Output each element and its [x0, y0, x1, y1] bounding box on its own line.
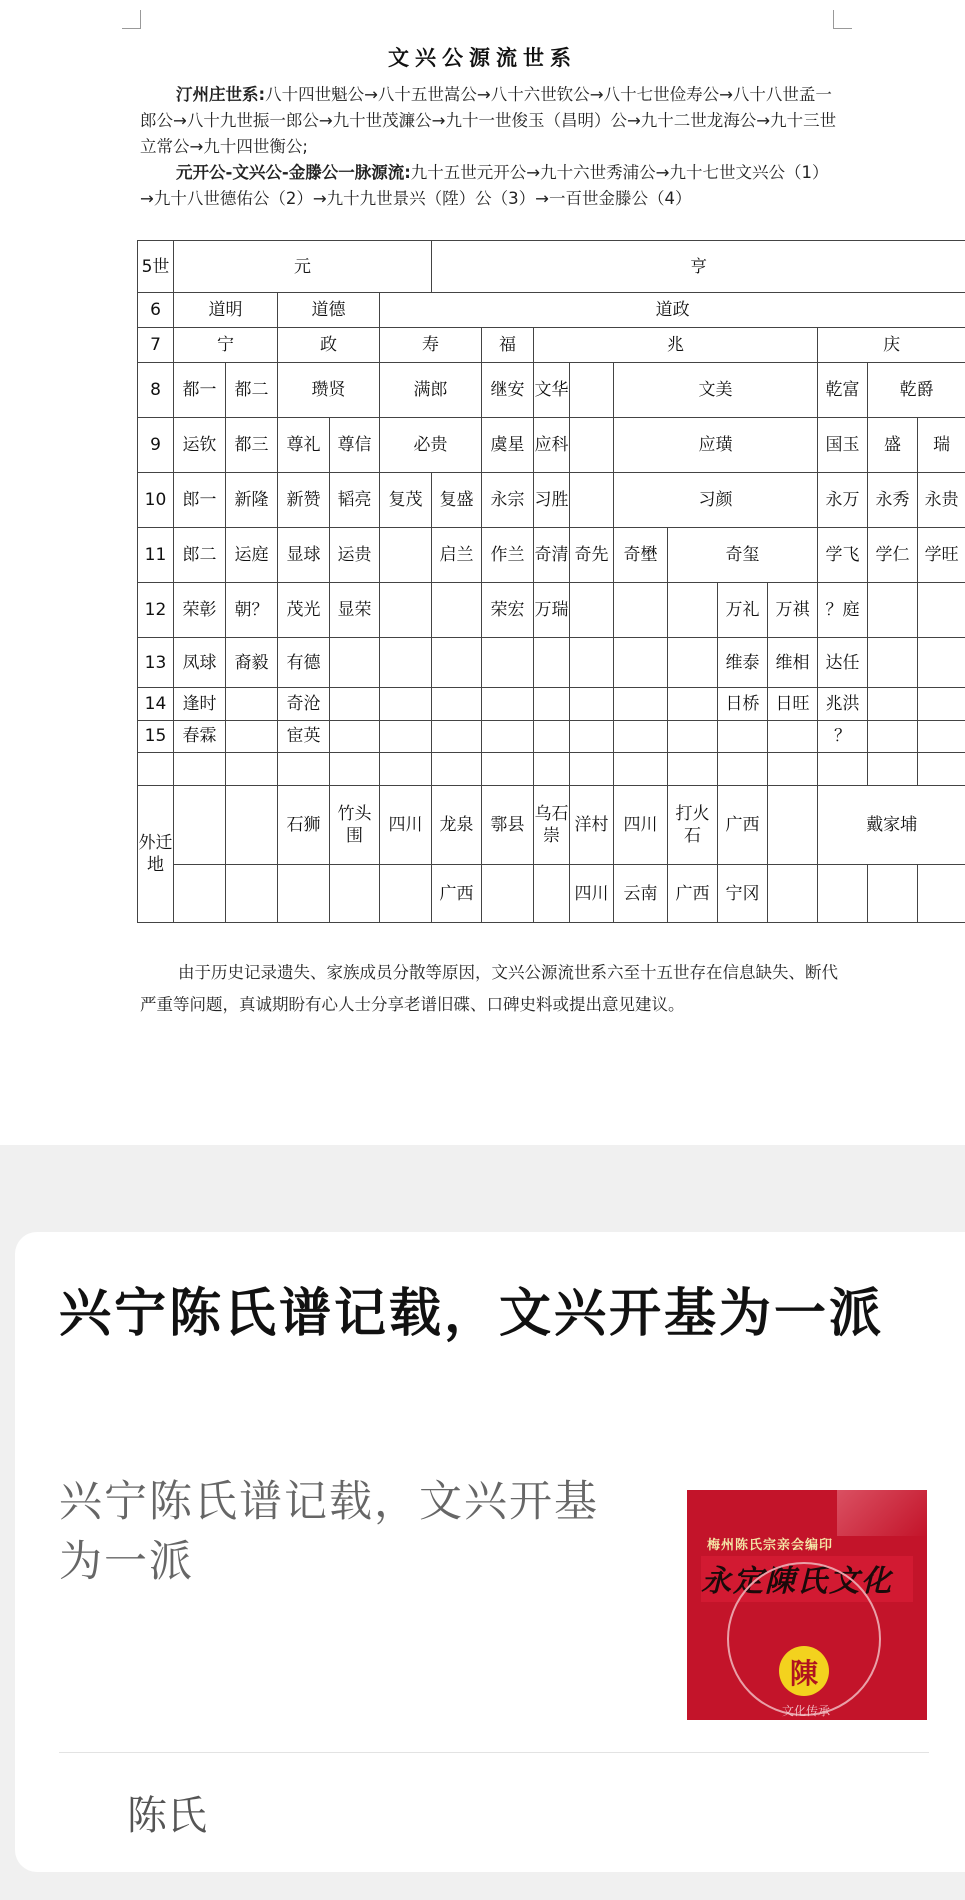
table-row [138, 293, 965, 328]
table-cell [614, 753, 668, 785]
paragraph-lead: 汀州庄世系: [176, 85, 266, 104]
lineage-paragraph-yuankai [140, 160, 840, 212]
table-cell: 新赞 [278, 473, 330, 528]
table-cell [174, 865, 226, 923]
generation-label-cell: 12 [138, 583, 174, 638]
table-cell: 永贵 [918, 473, 965, 528]
table-cell [226, 688, 278, 720]
table-cell: 显荣 [330, 583, 380, 638]
table-cell: 广西 [718, 785, 768, 865]
page-corner-mark-right [833, 10, 852, 29]
table-cell: 春霖 [174, 720, 226, 752]
table-cell: 鄠县 [482, 785, 534, 865]
table-cell [718, 720, 768, 752]
table-cell [768, 865, 818, 923]
table-cell: 盛 [868, 418, 918, 473]
table-cell: 复盛 [432, 473, 482, 528]
table-cell [614, 583, 668, 638]
page-corner-mark-left [122, 10, 141, 29]
table-cell [668, 583, 718, 638]
table-cell: 乾富 [818, 363, 868, 418]
table-cell: 都一 [174, 363, 226, 418]
table-cell [570, 583, 614, 638]
table-cell [330, 638, 380, 688]
table-cell [918, 583, 965, 638]
card-thumbnail[interactable] [687, 1490, 927, 1720]
table-cell [380, 753, 432, 785]
table-cell: 茂光 [278, 583, 330, 638]
table-cell [380, 865, 432, 923]
table-cell: 道德 [278, 293, 380, 328]
table-cell [226, 785, 278, 865]
table-cell [868, 753, 918, 785]
table-cell [482, 720, 534, 752]
table-cell: 戴家埔 [818, 785, 965, 865]
table-cell: 四川 [614, 785, 668, 865]
table-cell: 郎二 [174, 528, 226, 583]
generation-label-cell: 11 [138, 528, 174, 583]
table-cell: 万祺 [768, 583, 818, 638]
table-cell [534, 720, 570, 752]
table-cell: 应科 [534, 418, 570, 473]
table-cell: 外迁地 [138, 785, 174, 922]
table-cell [918, 638, 965, 688]
table-cell: 启兰 [432, 528, 482, 583]
table-row [138, 328, 965, 363]
generation-label-cell: 7 [138, 328, 174, 363]
seal-character: 陳 [789, 1657, 818, 1690]
table-cell [278, 865, 330, 923]
table-cell: 奇清 [534, 528, 570, 583]
table-cell [330, 753, 380, 785]
table-cell: 亨 [432, 241, 965, 293]
table-cell [432, 753, 482, 785]
table-cell: 习颜 [614, 473, 818, 528]
card-title[interactable]: 兴宁陈氏谱记载，文兴开基为一派 [59, 1284, 885, 1344]
table-cell [226, 753, 278, 785]
table-cell: 复茂 [380, 473, 432, 528]
generation-label-cell: 15 [138, 720, 174, 752]
table-cell [768, 720, 818, 752]
table-cell: 朝？ [226, 583, 278, 638]
generation-label-cell: 6 [138, 293, 174, 328]
table-cell: 作兰 [482, 528, 534, 583]
table-row [138, 753, 965, 785]
table-cell [570, 363, 614, 418]
table-cell: 瑞 [918, 418, 965, 473]
table-cell: 乾爵 [868, 363, 965, 418]
table-cell: 运庭 [226, 528, 278, 583]
paragraph-text: 八十四世魁公→八十五世嵩公→八十六世钦公→八十七世俭寿公→八十八世孟一郎公→八十九世振一郎公→九十世茂濂公→九十一世俊玉（昌明）公→九十二世龙海公→九十三世立常公→九十四世衡公; [140, 85, 837, 156]
generation-label-cell: 13 [138, 638, 174, 688]
table-cell: 寿 [380, 328, 482, 363]
table-cell: 荣宏 [482, 583, 534, 638]
table-cell: 广西 [432, 865, 482, 923]
article-card[interactable] [15, 1232, 965, 1872]
table-cell: 道政 [380, 293, 965, 328]
table-cell: 应璜 [614, 418, 818, 473]
table-cell: 韬亮 [330, 473, 380, 528]
table-cell: 兆洪 [818, 688, 868, 720]
table-cell: 日桥 [718, 688, 768, 720]
table-row [138, 688, 965, 720]
table-cell: 虞星 [482, 418, 534, 473]
table-cell: 万礼 [718, 583, 768, 638]
table-cell [534, 688, 570, 720]
thumbnail-title: 永定陳氏文化 [701, 1564, 893, 1599]
table-cell: 庆 [818, 328, 965, 363]
table-cell [380, 583, 432, 638]
table-cell [614, 688, 668, 720]
generation-label-cell: 5世 [138, 241, 174, 293]
table-cell: 四川 [570, 865, 614, 923]
table-cell: ？庭 [818, 583, 868, 638]
table-cell [818, 753, 868, 785]
table-cell [432, 688, 482, 720]
table-cell: 满郎 [380, 363, 482, 418]
table-cell: 新隆 [226, 473, 278, 528]
table-cell [534, 638, 570, 688]
table-cell: 继安 [482, 363, 534, 418]
table-cell [174, 785, 226, 865]
card-tag[interactable]: 陈氏 [127, 1793, 207, 1839]
table-cell: 习胜 [534, 473, 570, 528]
table-cell: 学旺 [918, 528, 965, 583]
table-cell: 洋村 [570, 785, 614, 865]
table-row [138, 418, 965, 473]
table-cell [718, 753, 768, 785]
table-cell: 郎一 [174, 473, 226, 528]
table-cell: 达任 [818, 638, 868, 688]
table-cell [432, 638, 482, 688]
table-cell: 运钦 [174, 418, 226, 473]
table-cell [918, 753, 965, 785]
table-cell [570, 473, 614, 528]
thumbnail-top-text: 梅州陈氏宗亲会编印 [707, 1538, 834, 1553]
table-cell [668, 720, 718, 752]
table-cell: 文美 [614, 363, 818, 418]
table-cell: 永秀 [868, 473, 918, 528]
table-cell [432, 720, 482, 752]
table-cell [174, 753, 226, 785]
table-cell [868, 865, 918, 923]
table-cell: 四川 [380, 785, 432, 865]
table-cell: 宁冈 [718, 865, 768, 923]
table-cell: 都三 [226, 418, 278, 473]
table-row [138, 473, 965, 528]
table-cell: 奇玺 [668, 528, 818, 583]
table-cell: 凤球 [174, 638, 226, 688]
table-cell: 裔毅 [226, 638, 278, 688]
table-cell [534, 753, 570, 785]
generation-label-cell [138, 753, 174, 785]
thumbnail-bottom-text: 文化传承 [781, 1704, 830, 1718]
table-cell: 打火石 [668, 785, 718, 865]
genealogy-table [137, 240, 965, 923]
table-cell [482, 865, 534, 923]
table-row [138, 865, 965, 923]
table-cell: 维相 [768, 638, 818, 688]
table-row [138, 583, 965, 638]
table-cell [226, 865, 278, 923]
card-subtitle: 兴宁陈氏谱记载，文兴开基为一派 [59, 1477, 599, 1587]
table-cell: 奇先 [570, 528, 614, 583]
table-cell [614, 638, 668, 688]
generation-label-cell: 8 [138, 363, 174, 418]
table-row [138, 363, 965, 418]
table-cell [482, 688, 534, 720]
table-cell [918, 865, 965, 923]
table-cell: 永宗 [482, 473, 534, 528]
table-cell: 维泰 [718, 638, 768, 688]
table-cell: 文华 [534, 363, 570, 418]
table-cell: 福 [482, 328, 534, 363]
table-cell: ？ [818, 720, 868, 752]
table-cell: 都二 [226, 363, 278, 418]
generation-label-cell: 10 [138, 473, 174, 528]
table-cell [380, 720, 432, 752]
table-cell [668, 753, 718, 785]
table-cell: 乌石崇 [534, 785, 570, 865]
table-cell [668, 688, 718, 720]
table-cell [868, 688, 918, 720]
table-cell [330, 688, 380, 720]
table-cell [380, 638, 432, 688]
table-cell [614, 720, 668, 752]
table-cell [534, 865, 570, 923]
table-cell: 学仁 [868, 528, 918, 583]
table-cell: 元 [174, 241, 432, 293]
table-row [138, 720, 965, 752]
table-cell [380, 688, 432, 720]
table-cell: 竹头围 [330, 785, 380, 865]
table-cell [482, 753, 534, 785]
table-cell [226, 720, 278, 752]
table-cell: 荣彰 [174, 583, 226, 638]
table-cell [380, 528, 432, 583]
table-cell: 显球 [278, 528, 330, 583]
table-cell: 尊信 [330, 418, 380, 473]
flower-decoration [837, 1490, 927, 1536]
table-cell [768, 753, 818, 785]
table-row [138, 528, 965, 583]
table-cell: 宦英 [278, 720, 330, 752]
card-divider [59, 1752, 929, 1753]
table-cell: 道明 [174, 293, 278, 328]
table-cell: 云南 [614, 865, 668, 923]
table-cell [570, 753, 614, 785]
table-cell [330, 720, 380, 752]
lineage-paragraph-tingzhou [140, 82, 840, 160]
table-row [138, 638, 965, 688]
table-row [138, 241, 965, 293]
table-cell: 万瑞 [534, 583, 570, 638]
table-cell [818, 865, 868, 923]
table-cell [330, 865, 380, 923]
table-cell [570, 418, 614, 473]
table-cell [868, 720, 918, 752]
table-cell [278, 753, 330, 785]
table-cell [432, 583, 482, 638]
document-title: 文兴公源流世系 [388, 46, 577, 70]
note-paragraph: 由于历史记录遗失、家族成员分散等原因，文兴公源流世系六至十五世存在信息缺失、断代严重等问题，真诚期盼有心人士分享老谱旧碟、口碑史料或提出意见建议。 [140, 963, 838, 1014]
table-cell: 宁 [174, 328, 278, 363]
table-cell: 奇沧 [278, 688, 330, 720]
table-cell: 学飞 [818, 528, 868, 583]
table-cell: 运贵 [330, 528, 380, 583]
table-cell [570, 638, 614, 688]
table-cell: 奇壄 [614, 528, 668, 583]
table-cell: 尊礼 [278, 418, 330, 473]
table-cell: 有德 [278, 638, 330, 688]
table-cell [868, 583, 918, 638]
table-cell: 政 [278, 328, 380, 363]
table-cell: 逢时 [174, 688, 226, 720]
seal-icon [779, 1646, 829, 1696]
table-cell: 广西 [668, 865, 718, 923]
table-cell: 日旺 [768, 688, 818, 720]
table-cell: 兆 [534, 328, 818, 363]
paragraph-lead: 元开公-文兴公-金滕公一脉源流: [176, 163, 411, 182]
paragraph-text: 九十五世元开公→九十六世秀浦公→九十七世文兴公（1）→九十八世德佑公（2）→九十九世景兴（陞）公（3）→一百世金滕公（4） [140, 163, 829, 208]
table-cell: 必贵 [380, 418, 482, 473]
table-row [138, 785, 965, 865]
generation-label-cell: 9 [138, 418, 174, 473]
table-cell [768, 785, 818, 865]
generation-label-cell: 14 [138, 688, 174, 720]
table-cell [918, 688, 965, 720]
table-cell: 龙泉 [432, 785, 482, 865]
table-cell: 瓒贤 [278, 363, 380, 418]
table-cell [918, 720, 965, 752]
table-cell: 国玉 [818, 418, 868, 473]
table-cell: 石狮 [278, 785, 330, 865]
table-cell [570, 688, 614, 720]
table-cell [482, 638, 534, 688]
table-cell [668, 638, 718, 688]
table-cell: 永万 [818, 473, 868, 528]
table-cell [570, 720, 614, 752]
table-cell [868, 638, 918, 688]
